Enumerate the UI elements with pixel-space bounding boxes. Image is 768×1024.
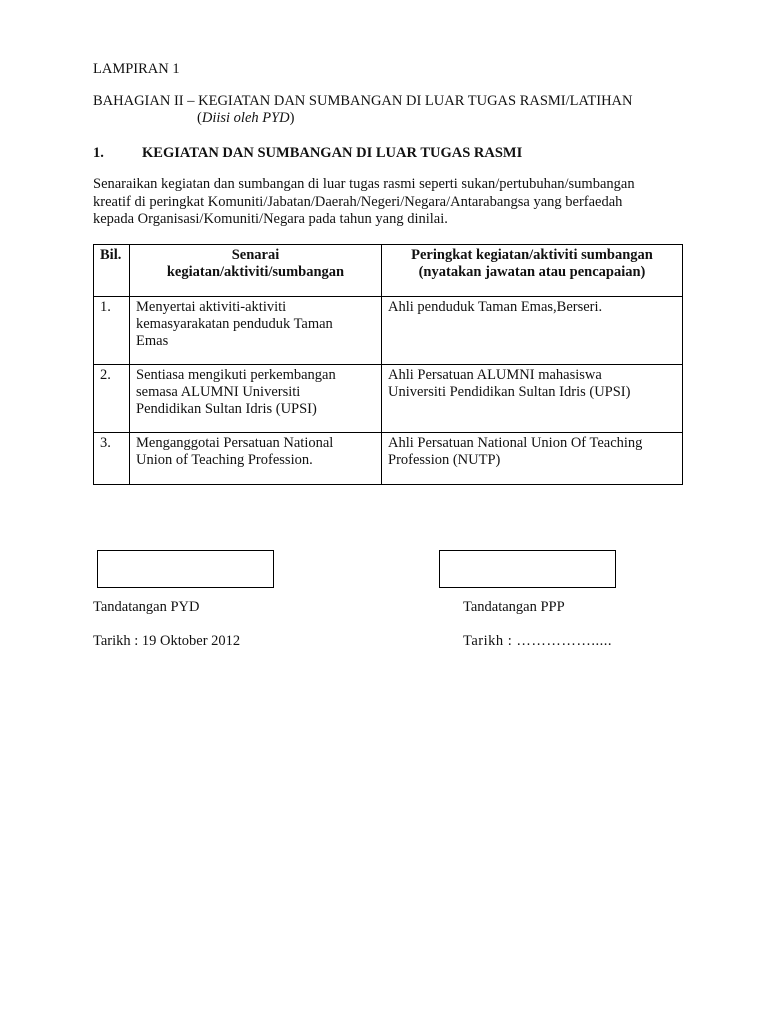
section-note: (Diisi oleh PYD): [197, 110, 295, 126]
row-level: [382, 365, 683, 433]
instructions-line: Senaraikan kegiatan dan sumbangan di luar tugas rasmi seperti sukan/pertubuhan/sumbangan: [93, 176, 635, 192]
header-activity-line: Senarai: [231, 247, 280, 263]
activity-line: Menyertai aktiviti-aktiviti: [136, 299, 287, 315]
row-bil: 1.: [94, 297, 130, 365]
section-note-text: Diisi oleh PYD: [201, 110, 290, 126]
activity-line: semasa ALUMNI Universiti: [136, 384, 301, 400]
row-level: [382, 433, 683, 485]
level-line: Ahli penduduk Taman Emas,Berseri.: [388, 299, 603, 315]
activity-line: Sentiasa mengikuti perkembangan: [136, 367, 336, 383]
row-activity: [130, 433, 382, 485]
table-header-row: [94, 245, 683, 297]
header-activity-list: [130, 245, 382, 297]
level-line: Ahli Persatuan ALUMNI mahasiswa: [388, 367, 602, 383]
header-activity-level: [382, 245, 683, 297]
pyd-signature-box[interactable]: [97, 550, 274, 588]
activity-line: Union of Teaching Profession.: [136, 452, 313, 468]
activities-table: [93, 244, 683, 485]
activity-line: Menganggotai Persatuan National: [136, 435, 334, 451]
instructions-paragraph: [93, 176, 693, 229]
header-level-line: Peringkat kegiatan/aktiviti sumbangan: [411, 247, 653, 263]
instructions-line: kepada Organisasi/Komuniti/Negara pada tahun yang dinilai.: [93, 211, 448, 227]
row-bil: 3.: [94, 433, 130, 485]
pyd-date: Tarikh : 19 Oktober 2012: [93, 633, 241, 649]
activity-line: kemasyarakatan penduduk Taman: [136, 316, 333, 332]
table-row: [94, 433, 683, 485]
instructions-line: kreatif di peringkat Komuniti/Jabatan/Daerah/Negeri/Negara/Antarabangsa yang berfaedah: [93, 193, 623, 210]
table-row: [94, 297, 683, 365]
item-number: 1.: [93, 145, 104, 161]
ppp-date: Tarikh : …………….....: [463, 633, 613, 649]
row-activity: [130, 297, 382, 365]
level-line: Universiti Pendidikan Sultan Idris (UPSI): [388, 384, 631, 400]
row-level: [382, 297, 683, 365]
pyd-signature-label: Tandatangan PYD: [93, 599, 200, 615]
section-title: BAHAGIAN II – KEGIATAN DAN SUMBANGAN DI LUAR TUGAS RASMI/LATIHAN: [93, 93, 633, 109]
appendix-label: LAMPIRAN 1: [93, 61, 180, 77]
header-bil: Bil.: [94, 245, 130, 297]
activity-line: Emas: [136, 333, 169, 349]
row-bil: 2.: [94, 365, 130, 433]
row-activity: [130, 365, 382, 433]
level-line: Ahli Persatuan National Union Of Teaching: [388, 435, 643, 451]
ppp-signature-label: Tandatangan PPP: [463, 599, 565, 615]
header-activity-line: kegiatan/aktiviti/sumbangan: [166, 264, 345, 280]
activity-line: Pendidikan Sultan Idris (UPSI): [136, 401, 317, 417]
ppp-signature-box[interactable]: [439, 550, 616, 588]
table-row: [94, 365, 683, 433]
header-level-line: (nyatakan jawatan atau pencapaian): [418, 264, 646, 280]
item-heading: KEGIATAN DAN SUMBANGAN DI LUAR TUGAS RASMI: [142, 145, 523, 161]
level-line: Profession (NUTP): [388, 452, 501, 468]
